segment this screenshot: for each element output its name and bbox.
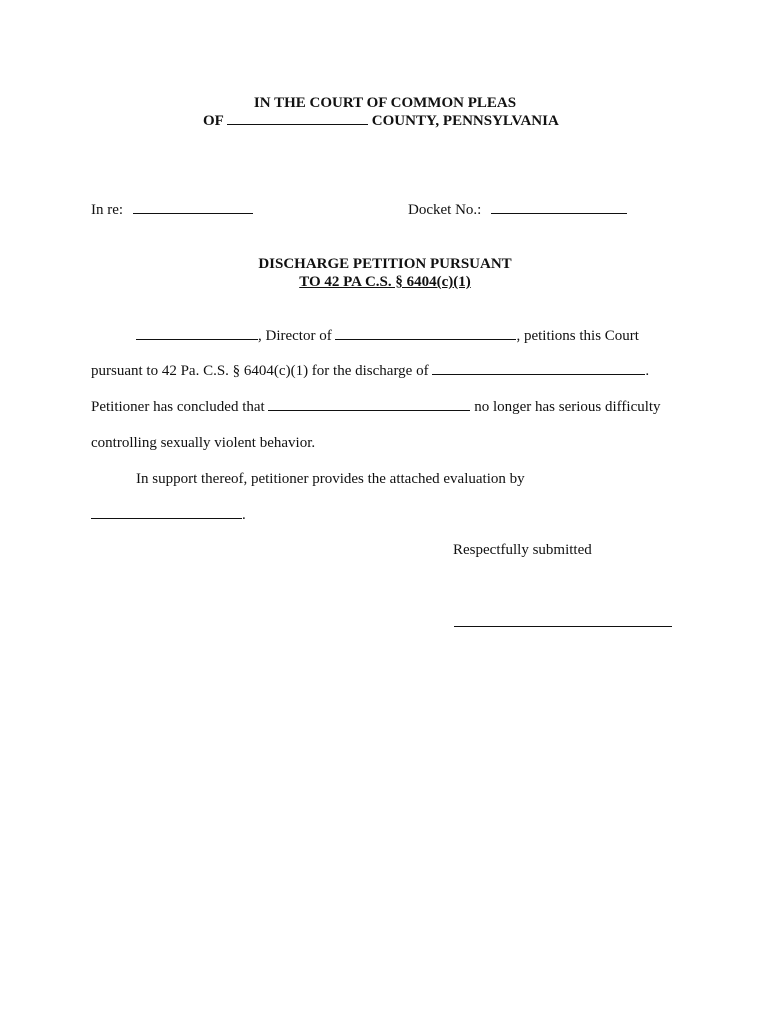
in-re-label: In re: (91, 202, 124, 218)
body-line-2 (91, 362, 649, 380)
petitions-court-text: , petitions this Court (516, 328, 639, 344)
body-line-5 (136, 470, 525, 488)
subject-name-blank[interactable] (268, 409, 470, 411)
county-prefix: OF (203, 113, 224, 129)
body-line-4 (91, 434, 315, 452)
county-suffix: COUNTY, PENNSYLVANIA (371, 113, 559, 129)
petition-title: DISCHARGE PETITION PURSUANT (258, 256, 512, 272)
facility-blank[interactable] (335, 338, 516, 340)
signature-line[interactable] (454, 626, 672, 627)
county-name-blank[interactable] (227, 123, 368, 125)
court-heading-line2 (203, 112, 559, 130)
discharge-person-blank[interactable] (432, 373, 645, 375)
body-line-3 (91, 398, 661, 416)
docket-line (408, 201, 627, 219)
in-re-line (91, 201, 253, 219)
director-of-text: , Director of (258, 328, 332, 344)
petitioner-name-blank[interactable] (136, 338, 258, 340)
period: . (645, 363, 650, 379)
evaluator-blank[interactable] (91, 517, 242, 519)
behavior-text: controlling sexually violent behavior. (91, 435, 316, 451)
body-line-1 (136, 327, 639, 345)
period: . (242, 507, 246, 523)
docket-label: Docket No.: (408, 202, 482, 218)
no-longer-text: no longer has serious difficulty (474, 399, 661, 415)
discharge-text: pursuant to 42 Pa. C.S. § 6404(c)(1) for the discharge of (91, 363, 429, 379)
docket-number-blank[interactable] (491, 212, 627, 214)
in-re-blank[interactable] (133, 212, 253, 214)
petition-title-line2 (0, 273, 770, 291)
court-heading-line1 (0, 94, 770, 112)
concluded-text: Petitioner has concluded that (91, 399, 265, 415)
body-line-6 (91, 506, 246, 524)
support-text: In support thereof, petitioner provides the attached evaluation by (136, 471, 525, 487)
petition-title-line1 (0, 255, 770, 273)
respectfully-submitted: Respectfully submitted (453, 542, 592, 558)
closing-line (453, 541, 592, 559)
petition-statute: TO 42 PA C.S. § 6404(c)(1) (299, 274, 471, 290)
court-name: IN THE COURT OF COMMON PLEAS (253, 95, 517, 111)
